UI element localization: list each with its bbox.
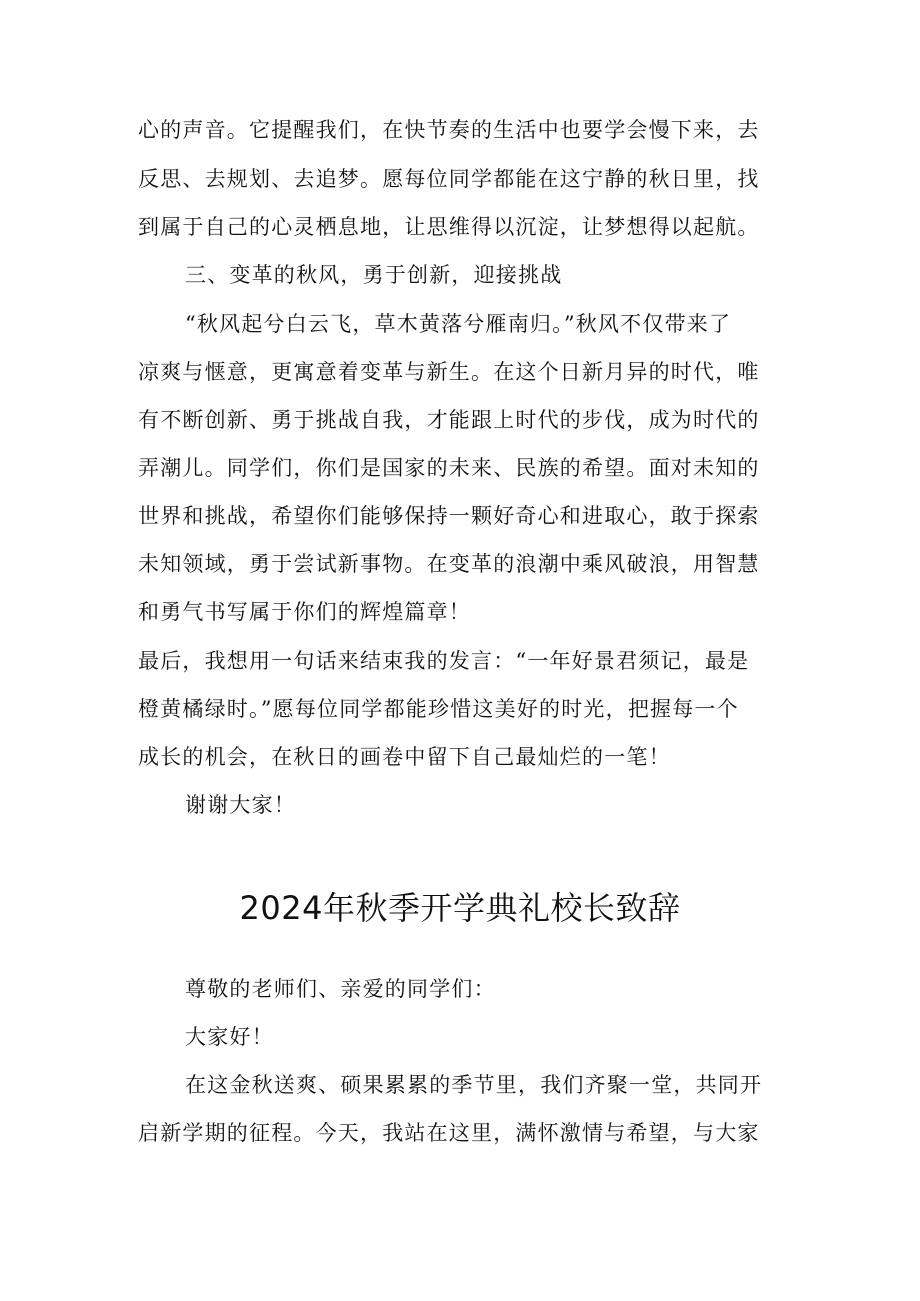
paragraph-line: 和勇气书写属于你们的辉煌篇章！ <box>138 600 471 624</box>
section-heading: 三、变革的秋风，勇于创新，迎接挑战 <box>185 263 563 287</box>
paragraph-line: 启新学期的征程。今天，我站在这里，满怀激情与希望，与大家 <box>138 1121 760 1145</box>
paragraph-line: 未知领域，勇于尝试新事物。在变革的浪潮中乘风破浪，用智慧 <box>138 552 760 576</box>
thanks-line: 谢谢大家！ <box>185 793 296 817</box>
paragraph-line: 弄潮儿。同学们，你们是国家的未来、民族的希望。面对未知的 <box>138 456 760 480</box>
paragraph-line: 最后，我想用一句话来结束我的发言：“一年好景君须记，最是 <box>138 649 750 673</box>
greeting: 大家好！ <box>185 1025 274 1049</box>
paragraph-line: 有不断创新、勇于挑战自我，才能跟上时代的步伐，成为时代的 <box>138 408 760 432</box>
paragraph-line: 在这金秋送爽、硕果累累的季节里，我们齐聚一堂，共同开 <box>185 1073 763 1097</box>
salutation: 尊敬的老师们、亲爱的同学们： <box>185 977 496 1001</box>
paragraph-line: 到属于自己的心灵栖息地，让思维得以沉淀，让梦想得以起航。 <box>138 215 760 239</box>
paragraph-line: 世界和挑战，希望你们能够保持一颗好奇心和进取心，敢于探索 <box>138 504 760 528</box>
paragraph-line: “秋风起兮白云飞，草木黄落兮雁南归。”秋风不仅带来了 <box>185 312 732 336</box>
paragraph-line: 心的声音。它提醒我们，在快节奏的生活中也要学会慢下来，去 <box>138 118 760 142</box>
paragraph-line: 橙黄橘绿时。”愿每位同学都能珍惜这美好的时光，把握每一个 <box>138 697 739 721</box>
paragraph-line: 凉爽与惬意，更寓意着变革与新生。在这个日新月异的时代，唯 <box>138 360 760 384</box>
paragraph-line: 反思、去规划、去追梦。愿每位同学都能在这宁静的秋日里，找 <box>138 167 760 191</box>
paragraph-line: 成长的机会，在秋日的画卷中留下自己最灿烂的一笔！ <box>138 745 671 769</box>
speech-title: 2024年秋季开学典礼校长致辞 <box>239 889 681 927</box>
